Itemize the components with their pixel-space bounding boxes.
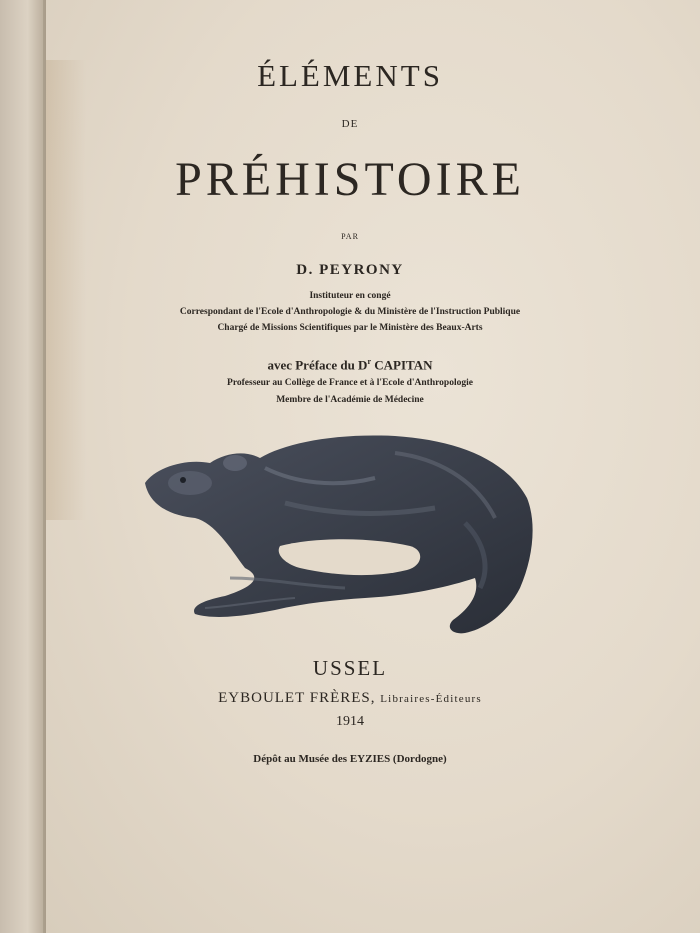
- left-page-edge: [0, 0, 46, 933]
- imprint-depot: Dépôt au Musée des EYZIES (Dordogne): [253, 753, 447, 765]
- preface-line: [50, 357, 650, 373]
- preface-credential: Membre de l'Académie de Médecine: [276, 395, 424, 405]
- publisher-role: Libraires-Éditeurs: [380, 693, 482, 705]
- carved-feline-illustration: [135, 428, 540, 638]
- author-credential: Instituteur en congé: [309, 291, 391, 301]
- imprint-year: 1914: [336, 714, 364, 729]
- preface-sup: r: [367, 357, 372, 366]
- preface-author: CAPITAN: [371, 357, 433, 373]
- title-line-1: ÉLÉMENTS: [257, 58, 443, 93]
- publisher-name: EYBOULET FRÈRES,: [218, 690, 376, 706]
- title-line-2: PRÉHISTOIRE: [175, 153, 525, 206]
- imprint-publisher: [50, 690, 650, 707]
- preface-prefix: avec Préface du D: [267, 357, 368, 373]
- author-credential: Correspondant de l'Ecole d'Anthropologie & du Ministère de l'Instruction Publique: [179, 307, 521, 317]
- title-connector: DE: [341, 118, 359, 130]
- preface-credential: Professeur au Collège de France et à l'Ecole d'Anthropologie: [227, 378, 473, 388]
- author-name: D. PEYRONY: [296, 262, 404, 278]
- author-credential: Chargé de Missions Scientifiques par le Ministère des Beaux-Arts: [217, 323, 483, 333]
- imprint-city: USSEL: [312, 656, 388, 680]
- by-label: PAR: [341, 232, 359, 241]
